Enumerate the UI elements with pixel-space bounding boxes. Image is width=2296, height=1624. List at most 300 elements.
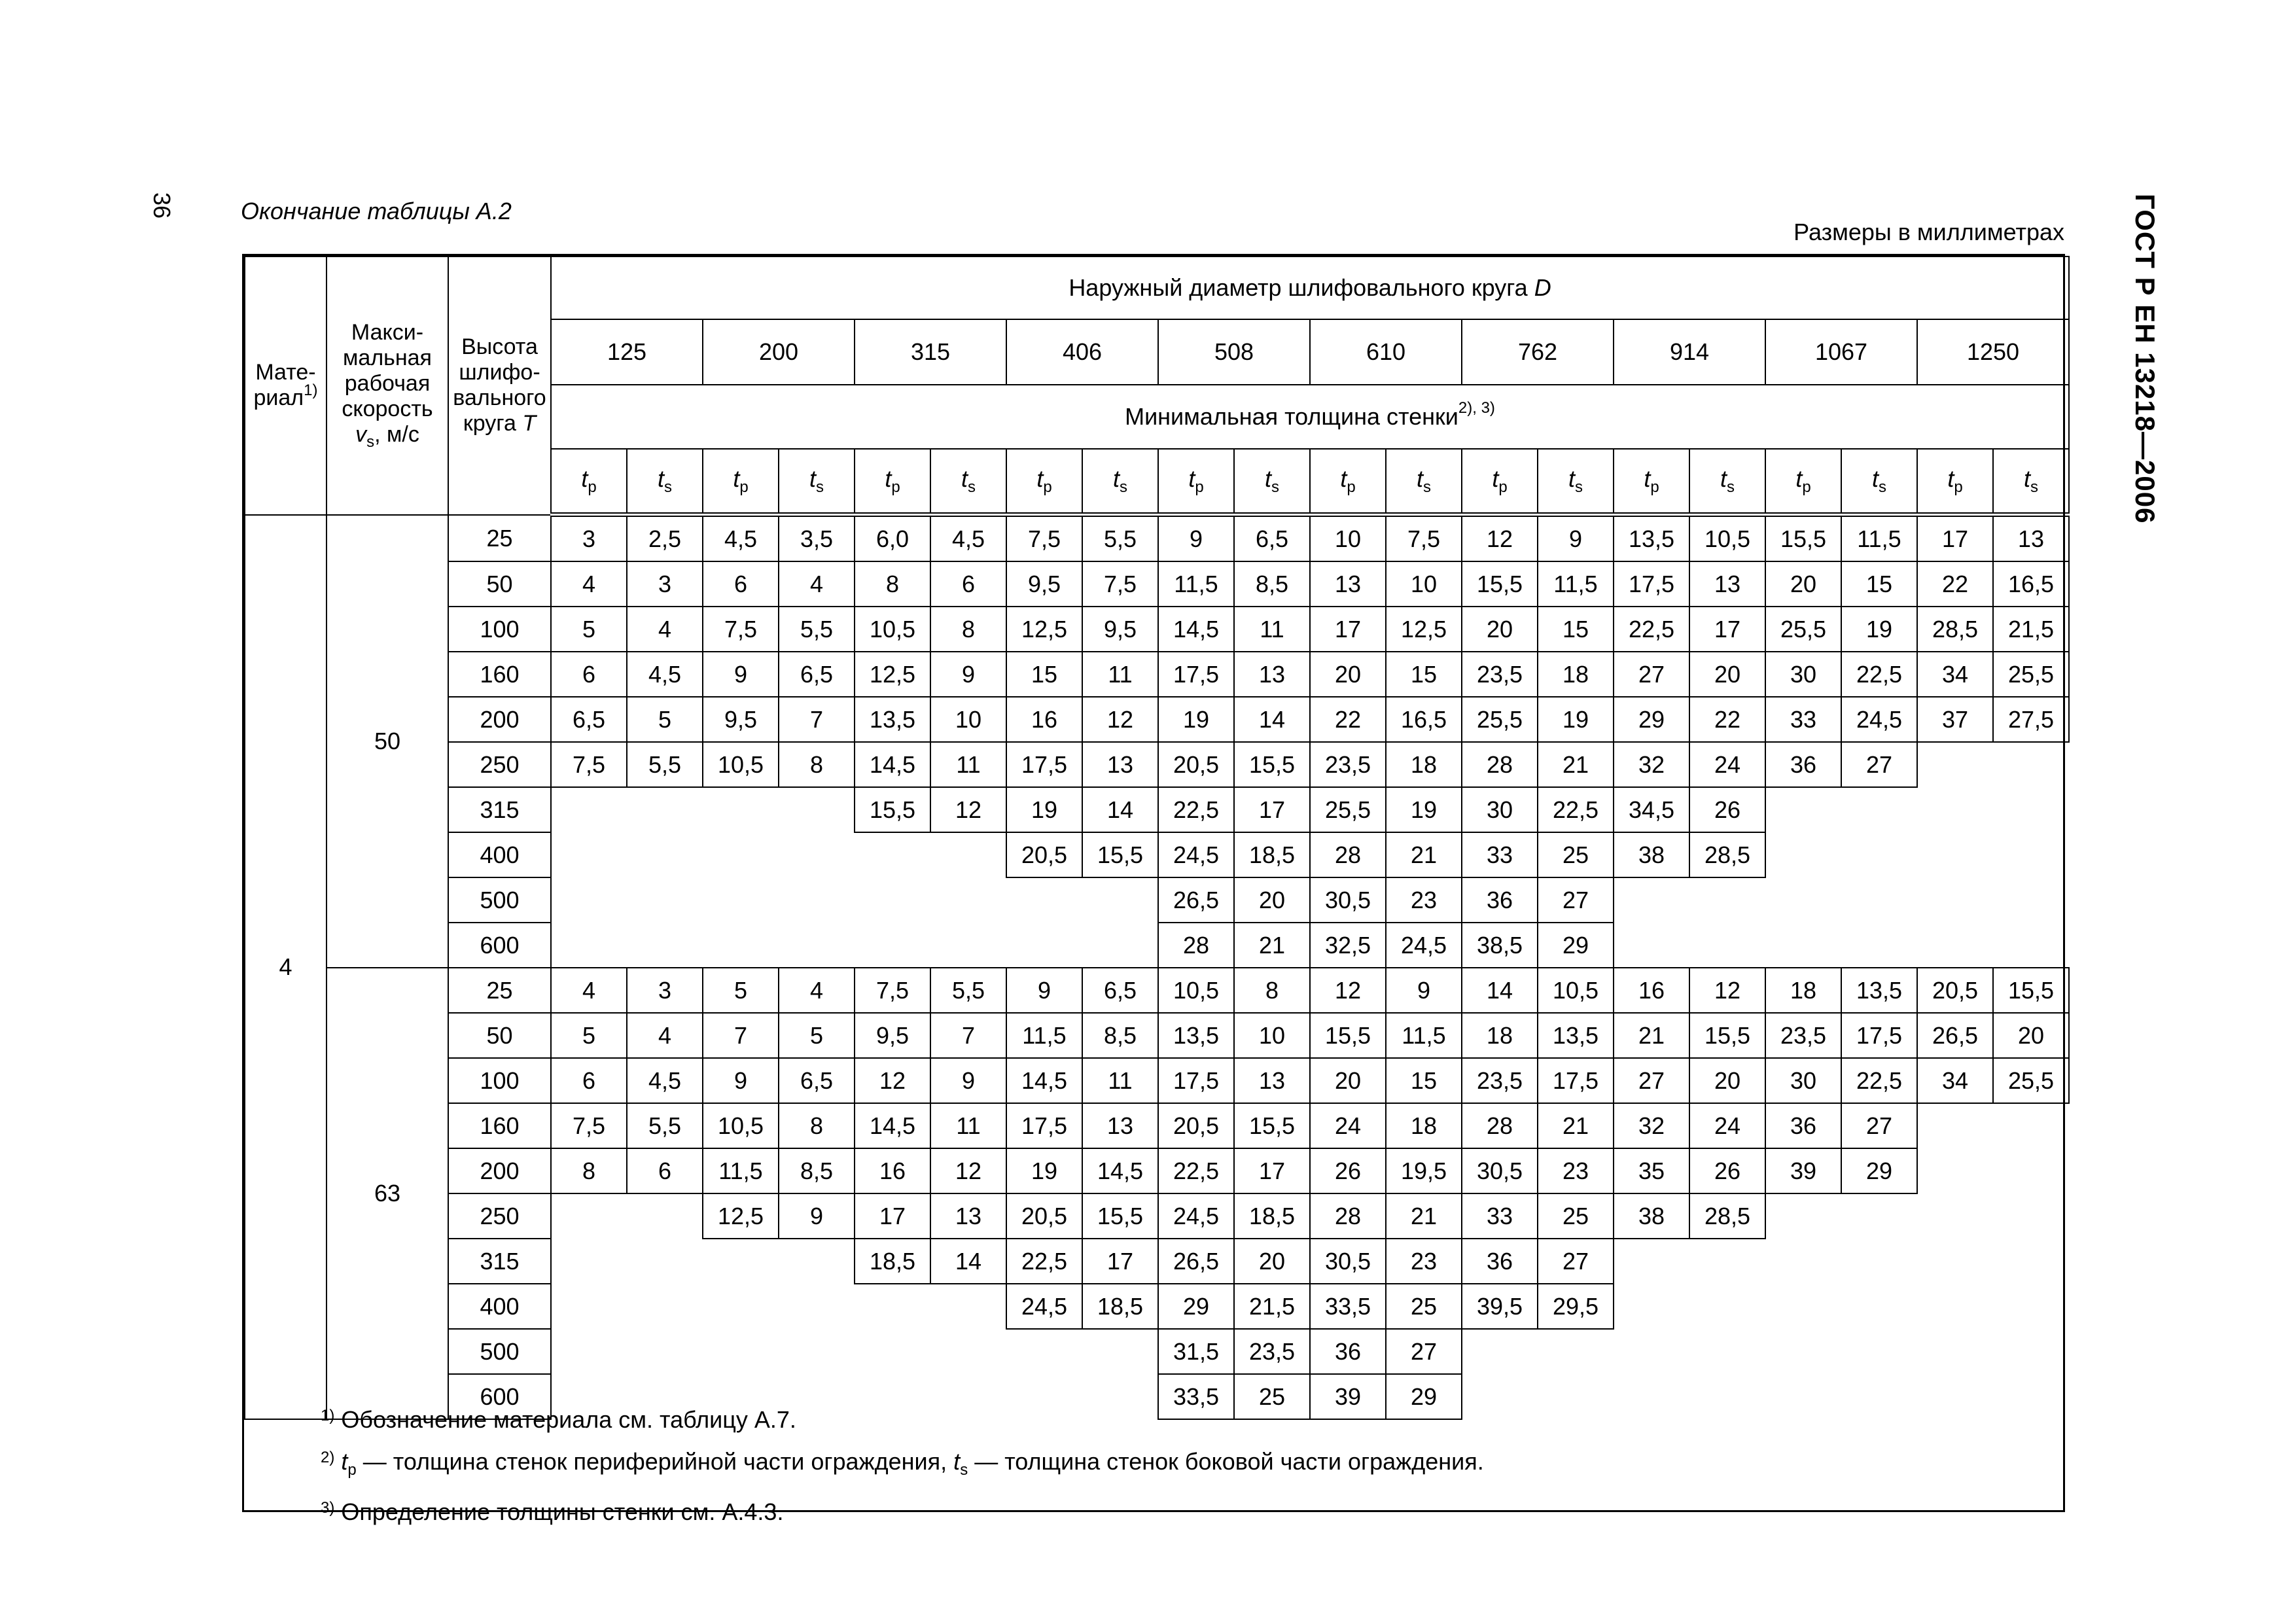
value-cell: 30,5 <box>1310 1239 1386 1284</box>
empty-cell <box>1082 1329 1158 1374</box>
header-diameter: 1250 <box>1917 319 2069 385</box>
empty-cell <box>1841 1374 1917 1419</box>
value-cell: 15,5 <box>1462 561 1538 607</box>
value-cell: 8 <box>779 1103 855 1148</box>
value-cell: 24,5 <box>1158 832 1234 877</box>
value-cell: 8,5 <box>1234 561 1310 607</box>
value-cell: 9,5 <box>855 1013 930 1058</box>
height-cell: 500 <box>448 877 551 923</box>
height-cell: 315 <box>448 1239 551 1284</box>
table-row <box>245 877 2069 923</box>
empty-cell <box>551 787 627 832</box>
value-cell: 22,5 <box>1841 1058 1917 1103</box>
height-cell: 25 <box>448 968 551 1013</box>
height-cell: 600 <box>448 923 551 968</box>
empty-cell <box>1993 1329 2069 1374</box>
value-cell: 22 <box>1310 697 1386 742</box>
value-cell: 21 <box>1234 923 1310 968</box>
value-cell: 17,5 <box>1538 1058 1614 1103</box>
value-cell: 32 <box>1614 742 1689 787</box>
empty-cell <box>1917 1329 1993 1374</box>
value-cell: 18 <box>1386 1103 1462 1148</box>
value-cell: 20,5 <box>1006 832 1082 877</box>
value-cell: 7,5 <box>551 742 627 787</box>
value-cell: 12 <box>855 1058 930 1103</box>
value-cell: 10,5 <box>1689 515 1765 562</box>
value-cell: 28 <box>1462 742 1538 787</box>
height-cell: 500 <box>448 1329 551 1374</box>
value-cell: 7,5 <box>1386 515 1462 562</box>
value-cell: 6,5 <box>779 652 855 697</box>
value-cell: 35 <box>1614 1148 1689 1193</box>
value-cell: 15 <box>1841 561 1917 607</box>
value-cell: 30,5 <box>1310 877 1386 923</box>
empty-cell <box>855 1329 930 1374</box>
value-cell: 23 <box>1386 1239 1462 1284</box>
header-tp: $t_p$ <box>703 449 779 515</box>
value-cell: 13,5 <box>1841 968 1917 1013</box>
value-cell: 13 <box>930 1193 1006 1239</box>
empty-cell <box>930 923 1006 968</box>
value-cell: 8,5 <box>779 1148 855 1193</box>
value-cell: 18,5 <box>855 1239 930 1284</box>
table-row <box>245 1239 2069 1284</box>
value-cell: 8 <box>930 607 1006 652</box>
value-cell: 12 <box>1689 968 1765 1013</box>
empty-cell <box>1841 832 1917 877</box>
empty-cell <box>1841 1193 1917 1239</box>
value-cell: 26,5 <box>1917 1013 1993 1058</box>
value-cell: 23,5 <box>1462 652 1538 697</box>
header-ts: $t_s$ <box>1234 449 1310 515</box>
empty-cell <box>779 877 855 923</box>
value-cell: 15 <box>1538 607 1614 652</box>
value-cell: 5 <box>551 1013 627 1058</box>
value-cell: 27 <box>1614 652 1689 697</box>
empty-cell <box>930 1284 1006 1329</box>
value-cell: 30 <box>1765 1058 1841 1103</box>
value-cell: 7,5 <box>703 607 779 652</box>
value-cell: 15 <box>1386 1058 1462 1103</box>
height-cell: 200 <box>448 697 551 742</box>
value-cell: 29 <box>1614 697 1689 742</box>
empty-cell <box>1614 877 1689 923</box>
value-cell: 5 <box>703 968 779 1013</box>
value-cell: 7 <box>703 1013 779 1058</box>
value-cell: 13,5 <box>1158 1013 1234 1058</box>
header-tp: $t_p$ <box>855 449 930 515</box>
value-cell: 36 <box>1310 1329 1386 1374</box>
value-cell: 9 <box>1158 515 1234 562</box>
page-number: 36 <box>149 192 175 219</box>
height-cell: 50 <box>448 561 551 607</box>
value-cell: 29 <box>1538 923 1614 968</box>
value-cell: 21 <box>1538 742 1614 787</box>
empty-cell <box>1689 877 1765 923</box>
empty-cell <box>1993 1103 2069 1148</box>
empty-cell <box>855 877 930 923</box>
height-cell: 50 <box>448 1013 551 1058</box>
value-cell: 22,5 <box>1538 787 1614 832</box>
header-ts: $t_s$ <box>930 449 1006 515</box>
value-cell: 6 <box>551 652 627 697</box>
value-cell: 15,5 <box>1234 1103 1310 1148</box>
speed-cell: 50 <box>327 515 448 968</box>
empty-cell <box>1841 1239 1917 1284</box>
header-outer-diameter: Наружный диаметр шлифовального круга D <box>551 256 2069 319</box>
value-cell: 9 <box>930 1058 1006 1103</box>
value-cell: 9 <box>703 652 779 697</box>
table-caption: Окончание таблицы А.2 <box>241 198 512 224</box>
value-cell: 25,5 <box>1310 787 1386 832</box>
empty-cell <box>1841 1329 1917 1374</box>
value-cell: 33 <box>1462 832 1538 877</box>
empty-cell <box>1917 877 1993 923</box>
value-cell: 14 <box>1234 697 1310 742</box>
header-diameter: 762 <box>1462 319 1614 385</box>
value-cell: 17 <box>1310 607 1386 652</box>
empty-cell <box>1917 923 1993 968</box>
value-cell: 6 <box>930 561 1006 607</box>
empty-cell <box>1006 1329 1082 1374</box>
value-cell: 30 <box>1765 652 1841 697</box>
value-cell: 34 <box>1917 652 1993 697</box>
value-cell: 17,5 <box>1158 652 1234 697</box>
value-cell: 17 <box>855 1193 930 1239</box>
table-row <box>245 515 2069 562</box>
empty-cell <box>1689 1329 1765 1374</box>
value-cell: 15,5 <box>1310 1013 1386 1058</box>
value-cell: 20,5 <box>1006 1193 1082 1239</box>
value-cell: 36 <box>1765 742 1841 787</box>
value-cell: 19 <box>1006 787 1082 832</box>
value-cell: 32 <box>1614 1103 1689 1148</box>
value-cell: 15,5 <box>855 787 930 832</box>
value-cell: 6,5 <box>551 697 627 742</box>
value-cell: 11,5 <box>1006 1013 1082 1058</box>
value-cell: 20 <box>1993 1013 2069 1058</box>
header-diameter: 914 <box>1614 319 1765 385</box>
value-cell: 16 <box>1006 697 1082 742</box>
value-cell: 20,5 <box>1158 742 1234 787</box>
value-cell: 18 <box>1538 652 1614 697</box>
value-cell: 21 <box>1386 832 1462 877</box>
value-cell: 11,5 <box>703 1148 779 1193</box>
empty-cell <box>1614 1329 1689 1374</box>
value-cell: 16 <box>1614 968 1689 1013</box>
header-tp: $t_p$ <box>1158 449 1234 515</box>
value-cell: 4 <box>551 561 627 607</box>
empty-cell <box>1993 1239 2069 1284</box>
value-cell: 17 <box>1917 515 1993 562</box>
empty-cell <box>551 923 627 968</box>
value-cell: 9,5 <box>703 697 779 742</box>
value-cell: 12 <box>930 1148 1006 1193</box>
value-cell: 14,5 <box>855 742 930 787</box>
value-cell: 26 <box>1689 1148 1765 1193</box>
empty-cell <box>1765 1193 1841 1239</box>
header-diameter: 610 <box>1310 319 1462 385</box>
value-cell: 36 <box>1462 1239 1538 1284</box>
value-cell: 18,5 <box>1234 832 1310 877</box>
empty-cell <box>1689 923 1765 968</box>
value-cell: 17,5 <box>1158 1058 1234 1103</box>
value-cell: 39 <box>1765 1148 1841 1193</box>
value-cell: 6,5 <box>779 1058 855 1103</box>
header-ts: $t_s$ <box>1082 449 1158 515</box>
empty-cell <box>1006 877 1082 923</box>
empty-cell <box>1614 1239 1689 1284</box>
value-cell: 8 <box>779 742 855 787</box>
value-cell: 10,5 <box>1538 968 1614 1013</box>
value-cell: 18 <box>1462 1013 1538 1058</box>
table-row <box>245 561 2069 607</box>
value-cell: 20 <box>1689 1058 1765 1103</box>
value-cell: 11,5 <box>1538 561 1614 607</box>
empty-cell <box>779 1284 855 1329</box>
header-ts: $t_s$ <box>1386 449 1462 515</box>
value-cell: 25,5 <box>1993 1058 2069 1103</box>
value-cell: 4,5 <box>627 1058 703 1103</box>
value-cell: 10,5 <box>1158 968 1234 1013</box>
height-cell: 160 <box>448 1103 551 1148</box>
value-cell: 10,5 <box>855 607 930 652</box>
value-cell: 3,5 <box>779 515 855 562</box>
value-cell: 12 <box>1310 968 1386 1013</box>
value-cell: 13,5 <box>855 697 930 742</box>
value-cell: 11 <box>930 742 1006 787</box>
empty-cell <box>1993 1148 2069 1193</box>
header-diameter: 406 <box>1006 319 1158 385</box>
height-cell: 400 <box>448 832 551 877</box>
header-diameter: 508 <box>1158 319 1310 385</box>
value-cell: 13,5 <box>1538 1013 1614 1058</box>
empty-cell <box>1993 877 2069 923</box>
empty-cell <box>703 923 779 968</box>
empty-cell <box>1765 1374 1841 1419</box>
value-cell: 7 <box>779 697 855 742</box>
empty-cell <box>1082 923 1158 968</box>
value-cell: 17 <box>1082 1239 1158 1284</box>
value-cell: 7,5 <box>551 1103 627 1148</box>
value-cell: 21 <box>1386 1193 1462 1239</box>
value-cell: 38 <box>1614 1193 1689 1239</box>
value-cell: 15 <box>1386 652 1462 697</box>
empty-cell <box>1993 923 2069 968</box>
value-cell: 33,5 <box>1158 1374 1234 1419</box>
value-cell: 22,5 <box>1006 1239 1082 1284</box>
value-cell: 11 <box>1082 652 1158 697</box>
value-cell: 27,5 <box>1993 697 2069 742</box>
value-cell: 13 <box>1082 1103 1158 1148</box>
empty-cell <box>1765 923 1841 968</box>
empty-cell <box>779 1239 855 1284</box>
value-cell: 29 <box>1841 1148 1917 1193</box>
value-cell: 17 <box>1689 607 1765 652</box>
empty-cell <box>1993 1284 2069 1329</box>
empty-cell <box>855 1284 930 1329</box>
value-cell: 22,5 <box>1158 1148 1234 1193</box>
height-cell: 250 <box>448 742 551 787</box>
table-row <box>245 1329 2069 1374</box>
value-cell: 21 <box>1614 1013 1689 1058</box>
empty-cell <box>551 1193 627 1239</box>
value-cell: 11 <box>1234 607 1310 652</box>
value-cell: 29 <box>1386 1374 1462 1419</box>
header-ts: $t_s$ <box>1841 449 1917 515</box>
value-cell: 14,5 <box>1082 1148 1158 1193</box>
empty-cell <box>1689 1284 1765 1329</box>
empty-cell <box>703 1239 779 1284</box>
table-row <box>245 607 2069 652</box>
value-cell: 7,5 <box>1006 515 1082 562</box>
value-cell: 13 <box>1310 561 1386 607</box>
value-cell: 23,5 <box>1765 1013 1841 1058</box>
value-cell: 17,5 <box>1614 561 1689 607</box>
value-cell: 5 <box>551 607 627 652</box>
empty-cell <box>627 832 703 877</box>
empty-cell <box>1462 1329 1538 1374</box>
value-cell: 26,5 <box>1158 877 1234 923</box>
value-cell: 24,5 <box>1386 923 1462 968</box>
empty-cell <box>627 877 703 923</box>
empty-cell <box>1917 1103 1993 1148</box>
empty-cell <box>1765 1284 1841 1329</box>
header-diameter: 315 <box>855 319 1006 385</box>
header-ts: $t_s$ <box>1538 449 1614 515</box>
value-cell: 2,5 <box>627 515 703 562</box>
value-cell: 6 <box>551 1058 627 1103</box>
value-cell: 29,5 <box>1538 1284 1614 1329</box>
table-row <box>245 742 2069 787</box>
value-cell: 15,5 <box>1765 515 1841 562</box>
units-note: Размеры в миллиметрах <box>1793 219 2064 245</box>
value-cell: 14 <box>1462 968 1538 1013</box>
table-frame <box>242 254 2065 1512</box>
empty-cell <box>1765 787 1841 832</box>
empty-cell <box>1614 1284 1689 1329</box>
header-max-speed: Макси- мальная рабочая скорость $v_s$, м/с <box>327 256 448 515</box>
value-cell: 19 <box>1538 697 1614 742</box>
table-row <box>245 968 2069 1013</box>
empty-cell <box>551 1239 627 1284</box>
value-cell: 17 <box>1234 787 1310 832</box>
value-cell: 17,5 <box>1841 1013 1917 1058</box>
header-wheel-height: Высота шлифо- вального круга T <box>448 256 551 515</box>
value-cell: 25 <box>1538 832 1614 877</box>
value-cell: 15,5 <box>1689 1013 1765 1058</box>
footnote-3: $^{3)}$ Определение толщины стенки см. А.4.3. <box>321 1498 784 1526</box>
value-cell: 13 <box>1689 561 1765 607</box>
value-cell: 28 <box>1462 1103 1538 1148</box>
empty-cell <box>627 1329 703 1374</box>
value-cell: 6 <box>627 1148 703 1193</box>
empty-cell <box>627 1284 703 1329</box>
value-cell: 22 <box>1689 697 1765 742</box>
value-cell: 12 <box>1462 515 1538 562</box>
value-cell: 16 <box>855 1148 930 1193</box>
empty-cell <box>703 877 779 923</box>
value-cell: 9 <box>779 1193 855 1239</box>
empty-cell <box>1841 1284 1917 1329</box>
value-cell: 21,5 <box>1993 607 2069 652</box>
value-cell: 7 <box>930 1013 1006 1058</box>
empty-cell <box>1765 1329 1841 1374</box>
value-cell: 21 <box>1538 1103 1614 1148</box>
value-cell: 30,5 <box>1462 1148 1538 1193</box>
value-cell: 6,5 <box>1234 515 1310 562</box>
empty-cell <box>551 1329 627 1374</box>
value-cell: 11,5 <box>1386 1013 1462 1058</box>
value-cell: 9 <box>1386 968 1462 1013</box>
speed-cell: 63 <box>327 968 448 1419</box>
header-tp: $t_p$ <box>1917 449 1993 515</box>
value-cell: 12,5 <box>1386 607 1462 652</box>
document-code: ГОСТ Р ЕН 13218—2006 <box>2130 194 2161 524</box>
value-cell: 9 <box>703 1058 779 1103</box>
value-cell: 4 <box>779 968 855 1013</box>
value-cell: 13 <box>1993 515 2069 562</box>
value-cell: 23 <box>1386 877 1462 923</box>
table-row <box>245 787 2069 832</box>
value-cell: 18 <box>1765 968 1841 1013</box>
value-cell: 24 <box>1689 1103 1765 1148</box>
table-row <box>245 832 2069 877</box>
value-cell: 26,5 <box>1158 1239 1234 1284</box>
value-cell: 25 <box>1538 1193 1614 1239</box>
value-cell: 8 <box>855 561 930 607</box>
value-cell: 17 <box>1234 1148 1310 1193</box>
value-cell: 10,5 <box>703 1103 779 1148</box>
value-cell: 14 <box>1082 787 1158 832</box>
value-cell: 10 <box>1386 561 1462 607</box>
empty-cell <box>1689 1239 1765 1284</box>
empty-cell <box>627 787 703 832</box>
value-cell: 5,5 <box>930 968 1006 1013</box>
value-cell: 15,5 <box>1082 1193 1158 1239</box>
value-cell: 28 <box>1310 832 1386 877</box>
value-cell: 8,5 <box>1082 1013 1158 1058</box>
table-row <box>245 1103 2069 1148</box>
value-cell: 10,5 <box>703 742 779 787</box>
empty-cell <box>1841 877 1917 923</box>
empty-cell <box>1082 877 1158 923</box>
value-cell: 14 <box>930 1239 1006 1284</box>
footnote-2: $^{2)}$ $t_p$ — толщина стенок периферийной части ограждения, $t_s$ — толщина стенок боковой части ограждения. <box>321 1448 1484 1479</box>
header-tp: $t_p$ <box>1765 449 1841 515</box>
value-cell: 12,5 <box>703 1193 779 1239</box>
value-cell: 22,5 <box>1614 607 1689 652</box>
value-cell: 5 <box>627 697 703 742</box>
value-cell: 3 <box>627 561 703 607</box>
value-cell: 12,5 <box>1006 607 1082 652</box>
table-row <box>245 1013 2069 1058</box>
value-cell: 39 <box>1310 1374 1386 1419</box>
empty-cell <box>930 832 1006 877</box>
empty-cell <box>1993 1193 2069 1239</box>
empty-cell <box>1917 832 1993 877</box>
height-cell: 600 <box>448 1374 551 1419</box>
value-cell: 16,5 <box>1993 561 2069 607</box>
value-cell: 16,5 <box>1386 697 1462 742</box>
header-tp: $t_p$ <box>1310 449 1386 515</box>
empty-cell <box>551 1284 627 1329</box>
header-ts: $t_s$ <box>779 449 855 515</box>
empty-cell <box>1993 832 2069 877</box>
header-tp: $t_p$ <box>551 449 627 515</box>
value-cell: 33 <box>1462 1193 1538 1239</box>
height-cell: 100 <box>448 1058 551 1103</box>
